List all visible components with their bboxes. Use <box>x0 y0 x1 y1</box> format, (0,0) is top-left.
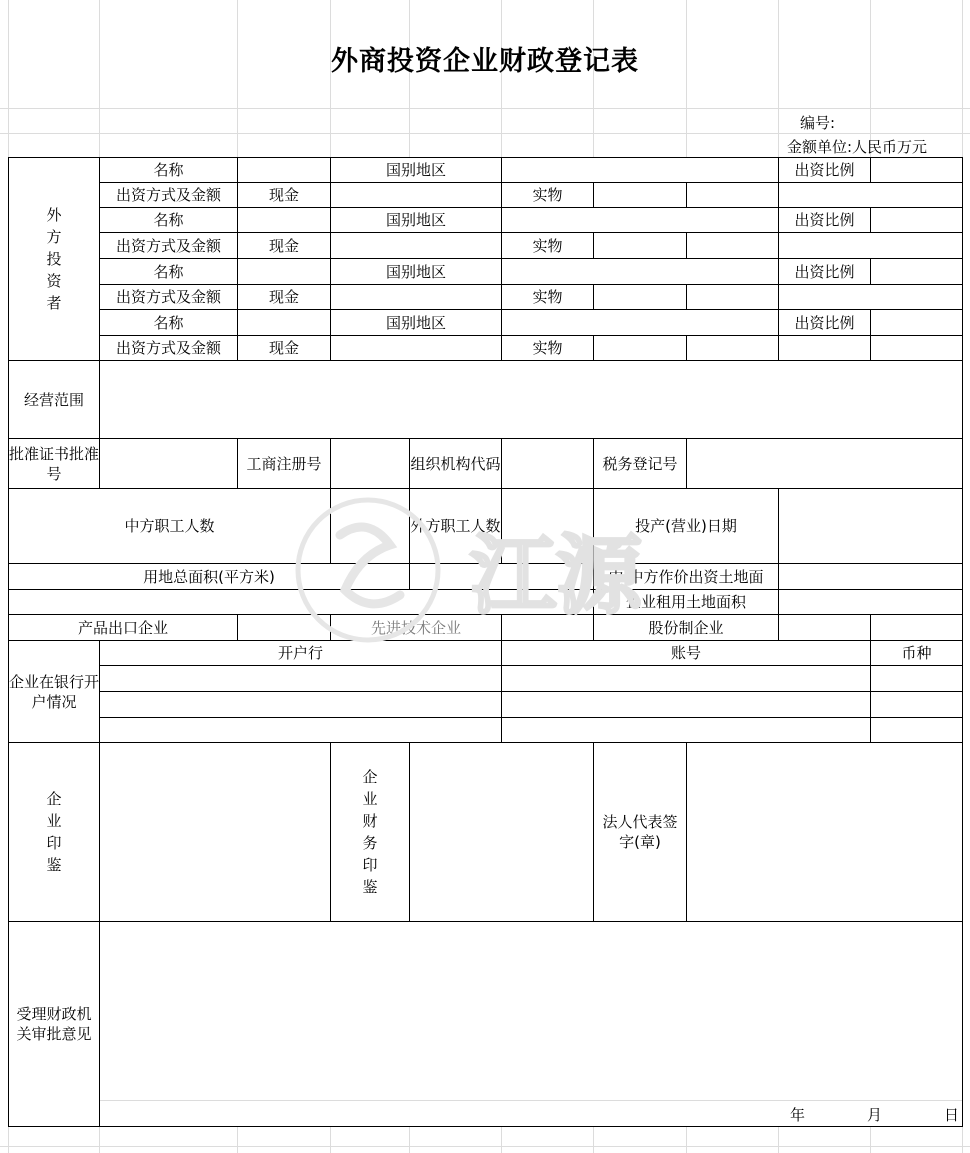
chinese-staff-label: 中方职工人数 <box>8 488 331 564</box>
investor-ratio-label: 出资比例 <box>778 207 871 233</box>
approval-opinion-field[interactable] <box>99 921 963 1127</box>
investor-name-field[interactable] <box>237 309 331 336</box>
investor-cash-label: 现金 <box>237 284 331 310</box>
bank-name-field[interactable] <box>99 691 502 718</box>
enterprise-seal-field[interactable] <box>99 742 331 922</box>
export-enterprise-field[interactable] <box>237 614 331 641</box>
investor-cash-field[interactable] <box>330 232 502 259</box>
investor-cash-field[interactable] <box>330 335 502 361</box>
commerce-registration-field[interactable] <box>330 438 410 489</box>
vchar: 业 <box>46 812 62 830</box>
export-enterprise-label: 产品出口企业 <box>8 614 238 641</box>
total-land-area-field[interactable] <box>409 563 594 590</box>
vchar: 者 <box>46 294 62 312</box>
investor-country-label: 国别地区 <box>330 207 502 233</box>
investor-name-field[interactable] <box>237 157 331 183</box>
rented-land-area-field[interactable] <box>778 589 963 615</box>
investor-name-label: 名称 <box>99 309 238 336</box>
investor-method-label: 出资方式及金额 <box>99 335 238 361</box>
investor-country-field[interactable] <box>501 258 779 285</box>
vchar: 企 <box>46 790 62 808</box>
account-number-header: 账号 <box>501 640 871 666</box>
investor-cash-field[interactable] <box>330 284 502 310</box>
enterprise-seal-label <box>8 742 100 922</box>
vchar: 印 <box>362 856 378 874</box>
vchar: 投 <box>46 250 62 268</box>
form-title: 外商投资企业财政登记表 <box>331 45 639 77</box>
stock-enterprise-field[interactable] <box>778 614 871 641</box>
finance-seal-field[interactable] <box>409 742 594 922</box>
investor-extra-field[interactable] <box>870 335 963 361</box>
tech-enterprise-field[interactable] <box>501 614 594 641</box>
production-date-label: 投产(营业)日期 <box>593 488 779 564</box>
legal-representative-label: 法人代表签字(章) <box>593 742 687 922</box>
currency-unit-label: 金额单位:人民币万元 <box>787 138 928 156</box>
account-number-field[interactable] <box>501 691 871 718</box>
investor-goods-field[interactable] <box>593 182 687 208</box>
investor-ratio-field[interactable] <box>870 309 963 336</box>
tax-registration-label: 税务登记号 <box>593 438 687 489</box>
vchar: 外 <box>46 206 62 224</box>
investor-ratio-label: 出资比例 <box>778 258 871 285</box>
chinese-staff-field[interactable] <box>330 488 410 564</box>
investor-cash-label: 现金 <box>237 182 331 208</box>
business-scope-field[interactable] <box>99 360 963 439</box>
watermark-text: 江源 <box>470 526 642 626</box>
investor-name-label: 名称 <box>99 258 238 285</box>
gridline <box>0 133 970 134</box>
finance-seal-label <box>330 742 410 922</box>
investor-extra-field[interactable] <box>778 284 963 310</box>
investor-country-field[interactable] <box>501 207 779 233</box>
investor-amount-field[interactable] <box>686 335 779 361</box>
production-date-field[interactable] <box>778 488 963 564</box>
currency-field[interactable] <box>870 717 963 743</box>
stock-enterprise-extra[interactable] <box>870 614 963 641</box>
investor-cash-label: 现金 <box>237 232 331 259</box>
foreign-staff-field[interactable] <box>501 488 594 564</box>
investor-amount-field[interactable] <box>686 284 779 310</box>
vchar: 财 <box>362 812 378 830</box>
approval-month-label: 月 <box>867 1106 883 1124</box>
investor-ratio-label: 出资比例 <box>778 157 871 183</box>
investor-country-label: 国别地区 <box>330 309 502 336</box>
total-land-area-label: 用地总面积(平方米) <box>8 563 410 590</box>
investor-goods-field[interactable] <box>593 284 687 310</box>
gridline <box>0 1146 970 1147</box>
account-number-field[interactable] <box>501 665 871 692</box>
bank-name-field[interactable] <box>99 717 502 743</box>
rented-land-area-label: 企业租用土地面积 <box>593 589 779 615</box>
vchar: 方 <box>46 228 62 246</box>
vchar: 务 <box>362 834 378 852</box>
investor-country-label: 国别地区 <box>330 258 502 285</box>
approval-certificate-label: 批准证书批准号 <box>8 438 100 489</box>
investor-name-field[interactable] <box>237 258 331 285</box>
foreign-staff-label: 外方职工人数 <box>409 488 502 564</box>
investor-ratio-field[interactable] <box>870 157 963 183</box>
investor-goods-label: 实物 <box>501 182 594 208</box>
investor-extra-field[interactable] <box>778 232 963 259</box>
investor-cash-label: 现金 <box>237 335 331 361</box>
investor-goods-field[interactable] <box>593 232 687 259</box>
foreign-investors-section-label <box>8 157 100 361</box>
investor-name-label: 名称 <box>99 207 238 233</box>
investor-ratio-field[interactable] <box>870 258 963 285</box>
investor-goods-label: 实物 <box>501 284 594 310</box>
approval-opinion-label: 受理财政机关审批意见 <box>8 921 100 1127</box>
vchar: 企 <box>362 768 378 786</box>
rented-land-blank[interactable] <box>8 589 594 615</box>
investor-ratio-field[interactable] <box>870 207 963 233</box>
investor-extra-field[interactable] <box>778 182 963 208</box>
investor-amount-field[interactable] <box>686 182 779 208</box>
bank-name-field[interactable] <box>99 665 502 692</box>
investor-amount-field[interactable] <box>686 232 779 259</box>
china-land-area-label: 中:中方作价出资土地面 <box>593 563 779 590</box>
currency-header: 币种 <box>870 640 963 666</box>
vchar: 鉴 <box>362 878 378 896</box>
gridline <box>100 1100 962 1101</box>
china-land-area-field[interactable] <box>778 563 963 590</box>
approval-day-label: 日 <box>944 1106 960 1124</box>
account-number-field[interactable] <box>501 717 871 743</box>
approval-year-label: 年 <box>790 1106 806 1124</box>
investor-extra-field[interactable] <box>778 335 871 361</box>
vchar: 鉴 <box>46 856 62 874</box>
vchar: 印 <box>46 834 62 852</box>
investor-goods-field[interactable] <box>593 335 687 361</box>
investor-method-label: 出资方式及金额 <box>99 182 238 208</box>
investor-country-label: 国别地区 <box>330 157 502 183</box>
approval-certificate-field[interactable] <box>99 438 238 489</box>
stock-enterprise-label: 股份制企业 <box>593 614 779 641</box>
bank-name-header: 开户行 <box>99 640 502 666</box>
investor-cash-field[interactable] <box>330 182 502 208</box>
organization-code-label: 组织机构代码 <box>409 438 502 489</box>
investor-country-field[interactable] <box>501 157 779 183</box>
investor-method-label: 出资方式及金额 <box>99 284 238 310</box>
gridline <box>0 108 970 109</box>
vchar: 资 <box>46 272 62 290</box>
tech-enterprise-label: 先进技术企业 <box>330 614 502 641</box>
investor-goods-label: 实物 <box>501 335 594 361</box>
organization-code-field[interactable] <box>501 438 594 489</box>
business-scope-label: 经营范围 <box>8 360 100 439</box>
currency-field[interactable] <box>870 691 963 718</box>
investor-method-label: 出资方式及金额 <box>99 232 238 259</box>
legal-representative-signature-field[interactable] <box>686 742 963 922</box>
currency-field[interactable] <box>870 665 963 692</box>
investor-name-field[interactable] <box>237 207 331 233</box>
vchar: 业 <box>362 790 378 808</box>
commerce-registration-label: 工商注册号 <box>237 438 331 489</box>
investor-ratio-label: 出资比例 <box>778 309 871 336</box>
investor-country-field[interactable] <box>501 309 779 336</box>
bank-accounts-section-label: 企业在银行开户情况 <box>8 640 100 743</box>
tax-registration-field[interactable] <box>686 438 963 489</box>
investor-name-label: 名称 <box>99 157 238 183</box>
investor-goods-label: 实物 <box>501 232 594 259</box>
serial-number-label: 编号: <box>800 114 836 132</box>
